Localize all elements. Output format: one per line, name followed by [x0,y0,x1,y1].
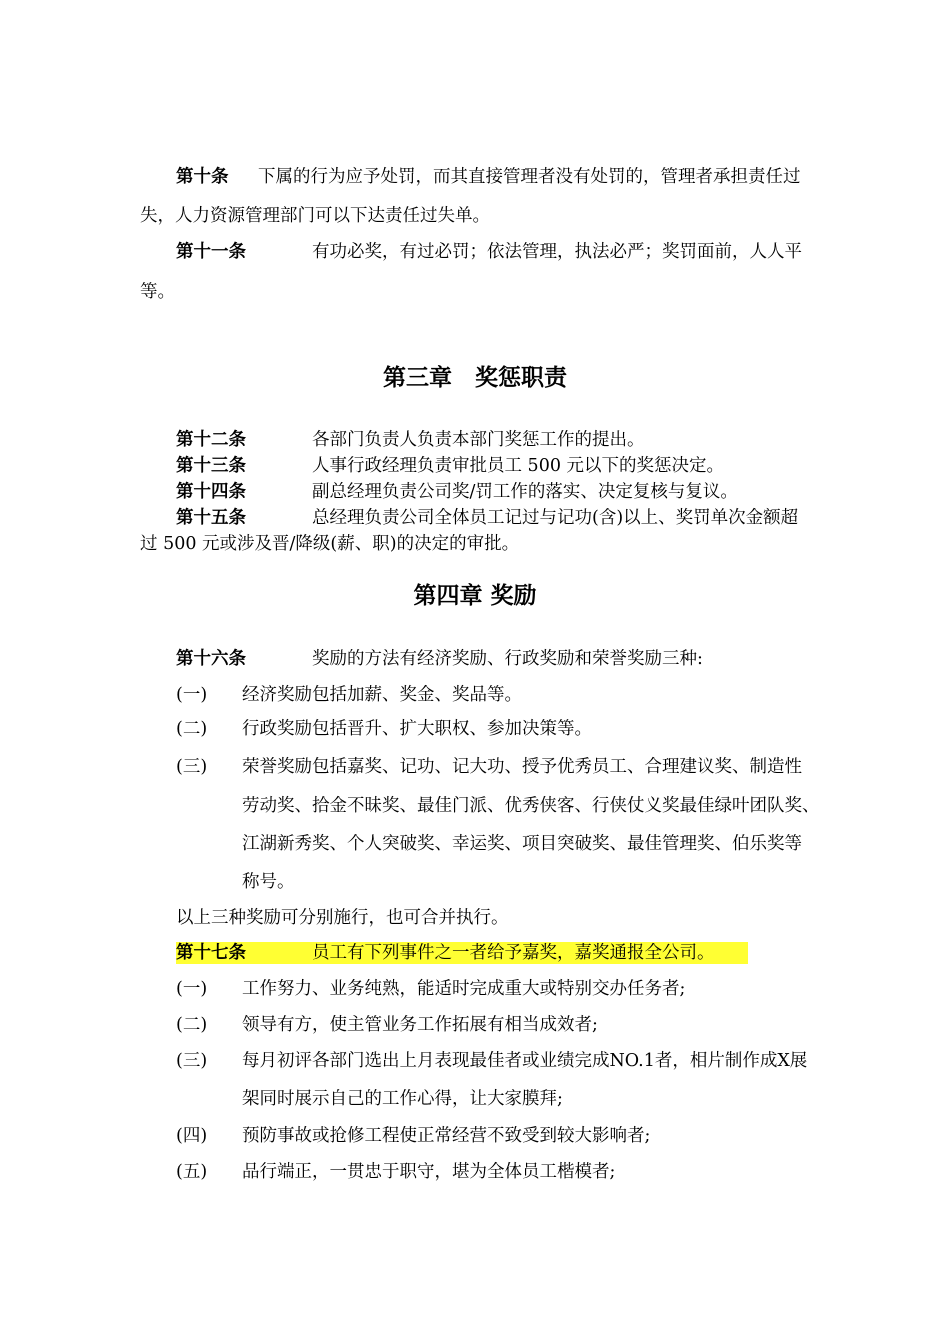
list-marker: (四) [176,1126,208,1146]
list-marker: (三) [176,1051,208,1071]
article-number: 第十五条 [176,508,246,528]
article-text: 总经理负责公司全体员工记过与记功(含)以上、奖罚单次金额超 [312,508,799,528]
article-text: 等。 [140,282,175,302]
list-item-text: 架同时展示自己的工作心得，让大家膜拜; [242,1089,563,1109]
list-marker: (二) [176,719,208,739]
article-number: 第十一条 [176,242,246,262]
list-item-text: 领导有方，使主管业务工作拓展有相当成效者; [242,1015,598,1035]
article-text: 下属的行为应予处罚，而其直接管理者没有处罚的，管理者承担责任过 [258,167,801,187]
article-text: 各部门负责人负责本部门奖惩工作的提出。 [312,430,645,450]
list-marker: (五) [176,1162,208,1182]
article-text: 人事行政经理负责审批员工 500 元以下的奖惩决定。 [312,456,725,476]
list-marker: (一) [176,979,208,999]
list-item-text: 江湖新秀奖、个人突破奖、幸运奖、项目突破奖、最佳管理奖、伯乐奖等 [242,834,802,854]
chapter-title: 第四章 奖励 [413,583,537,609]
article-number: 第十条 [176,167,229,187]
list-item-text: 预防事故或抢修工程使正常经营不致受到较大影响者; [242,1126,651,1146]
article-text: 过 500 元或涉及晋/降级(薪、职)的决定的审批。 [140,534,520,554]
list-item-text: 品行端正，一贯忠于职守，堪为全体员工楷模者; [242,1162,616,1182]
list-item-text: 工作努力、业务纯熟，能适时完成重大或特别交办任务者; [242,979,686,999]
list-item-text: 行政奖励包括晋升、扩大职权、参加决策等。 [242,719,592,739]
list-item-text: 称号。 [242,872,295,892]
chapter-title: 第三章 奖惩职责 [383,365,567,391]
article-number: 第十四条 [176,482,246,502]
list-marker: (三) [176,757,208,777]
list-item-text: 荣誉奖励包括嘉奖、记功、记大功、授予优秀员工、合理建议奖、制造性 [242,757,802,777]
article-note: 以上三种奖励可分别施行，也可合并执行。 [176,908,509,928]
article-text: 有功必奖，有过必罚；依法管理，执法必严；奖罚面前，人人平 [312,242,802,262]
list-marker: (一) [176,685,208,705]
article-number: 第十三条 [176,456,246,476]
list-item-text: 经济奖励包括加薪、奖金、奖品等。 [242,685,522,705]
article-text: 员工有下列事件之一者给予嘉奖，嘉奖通报全公司。 [312,943,715,963]
article-text: 失，人力资源管理部门可以下达责任过失单。 [140,206,490,226]
article-number: 第十二条 [176,430,246,450]
article-number: 第十六条 [176,649,246,669]
article-text: 副总经理负责公司奖/罚工作的落实、决定复核与复议。 [312,482,738,502]
article-text: 奖励的方法有经济奖励、行政奖励和荣誉奖励三种: [312,649,703,669]
list-item-text: 每月初评各部门选出上月表现最佳者或业绩完成NO.1者，相片制作成X展 [242,1051,808,1071]
article-number: 第十七条 [176,943,246,963]
list-item-text: 劳动奖、拾金不昧奖、最佳门派、优秀侠客、行侠仗义奖最佳绿叶团队奖、 [242,796,820,816]
list-marker: (二) [176,1015,208,1035]
